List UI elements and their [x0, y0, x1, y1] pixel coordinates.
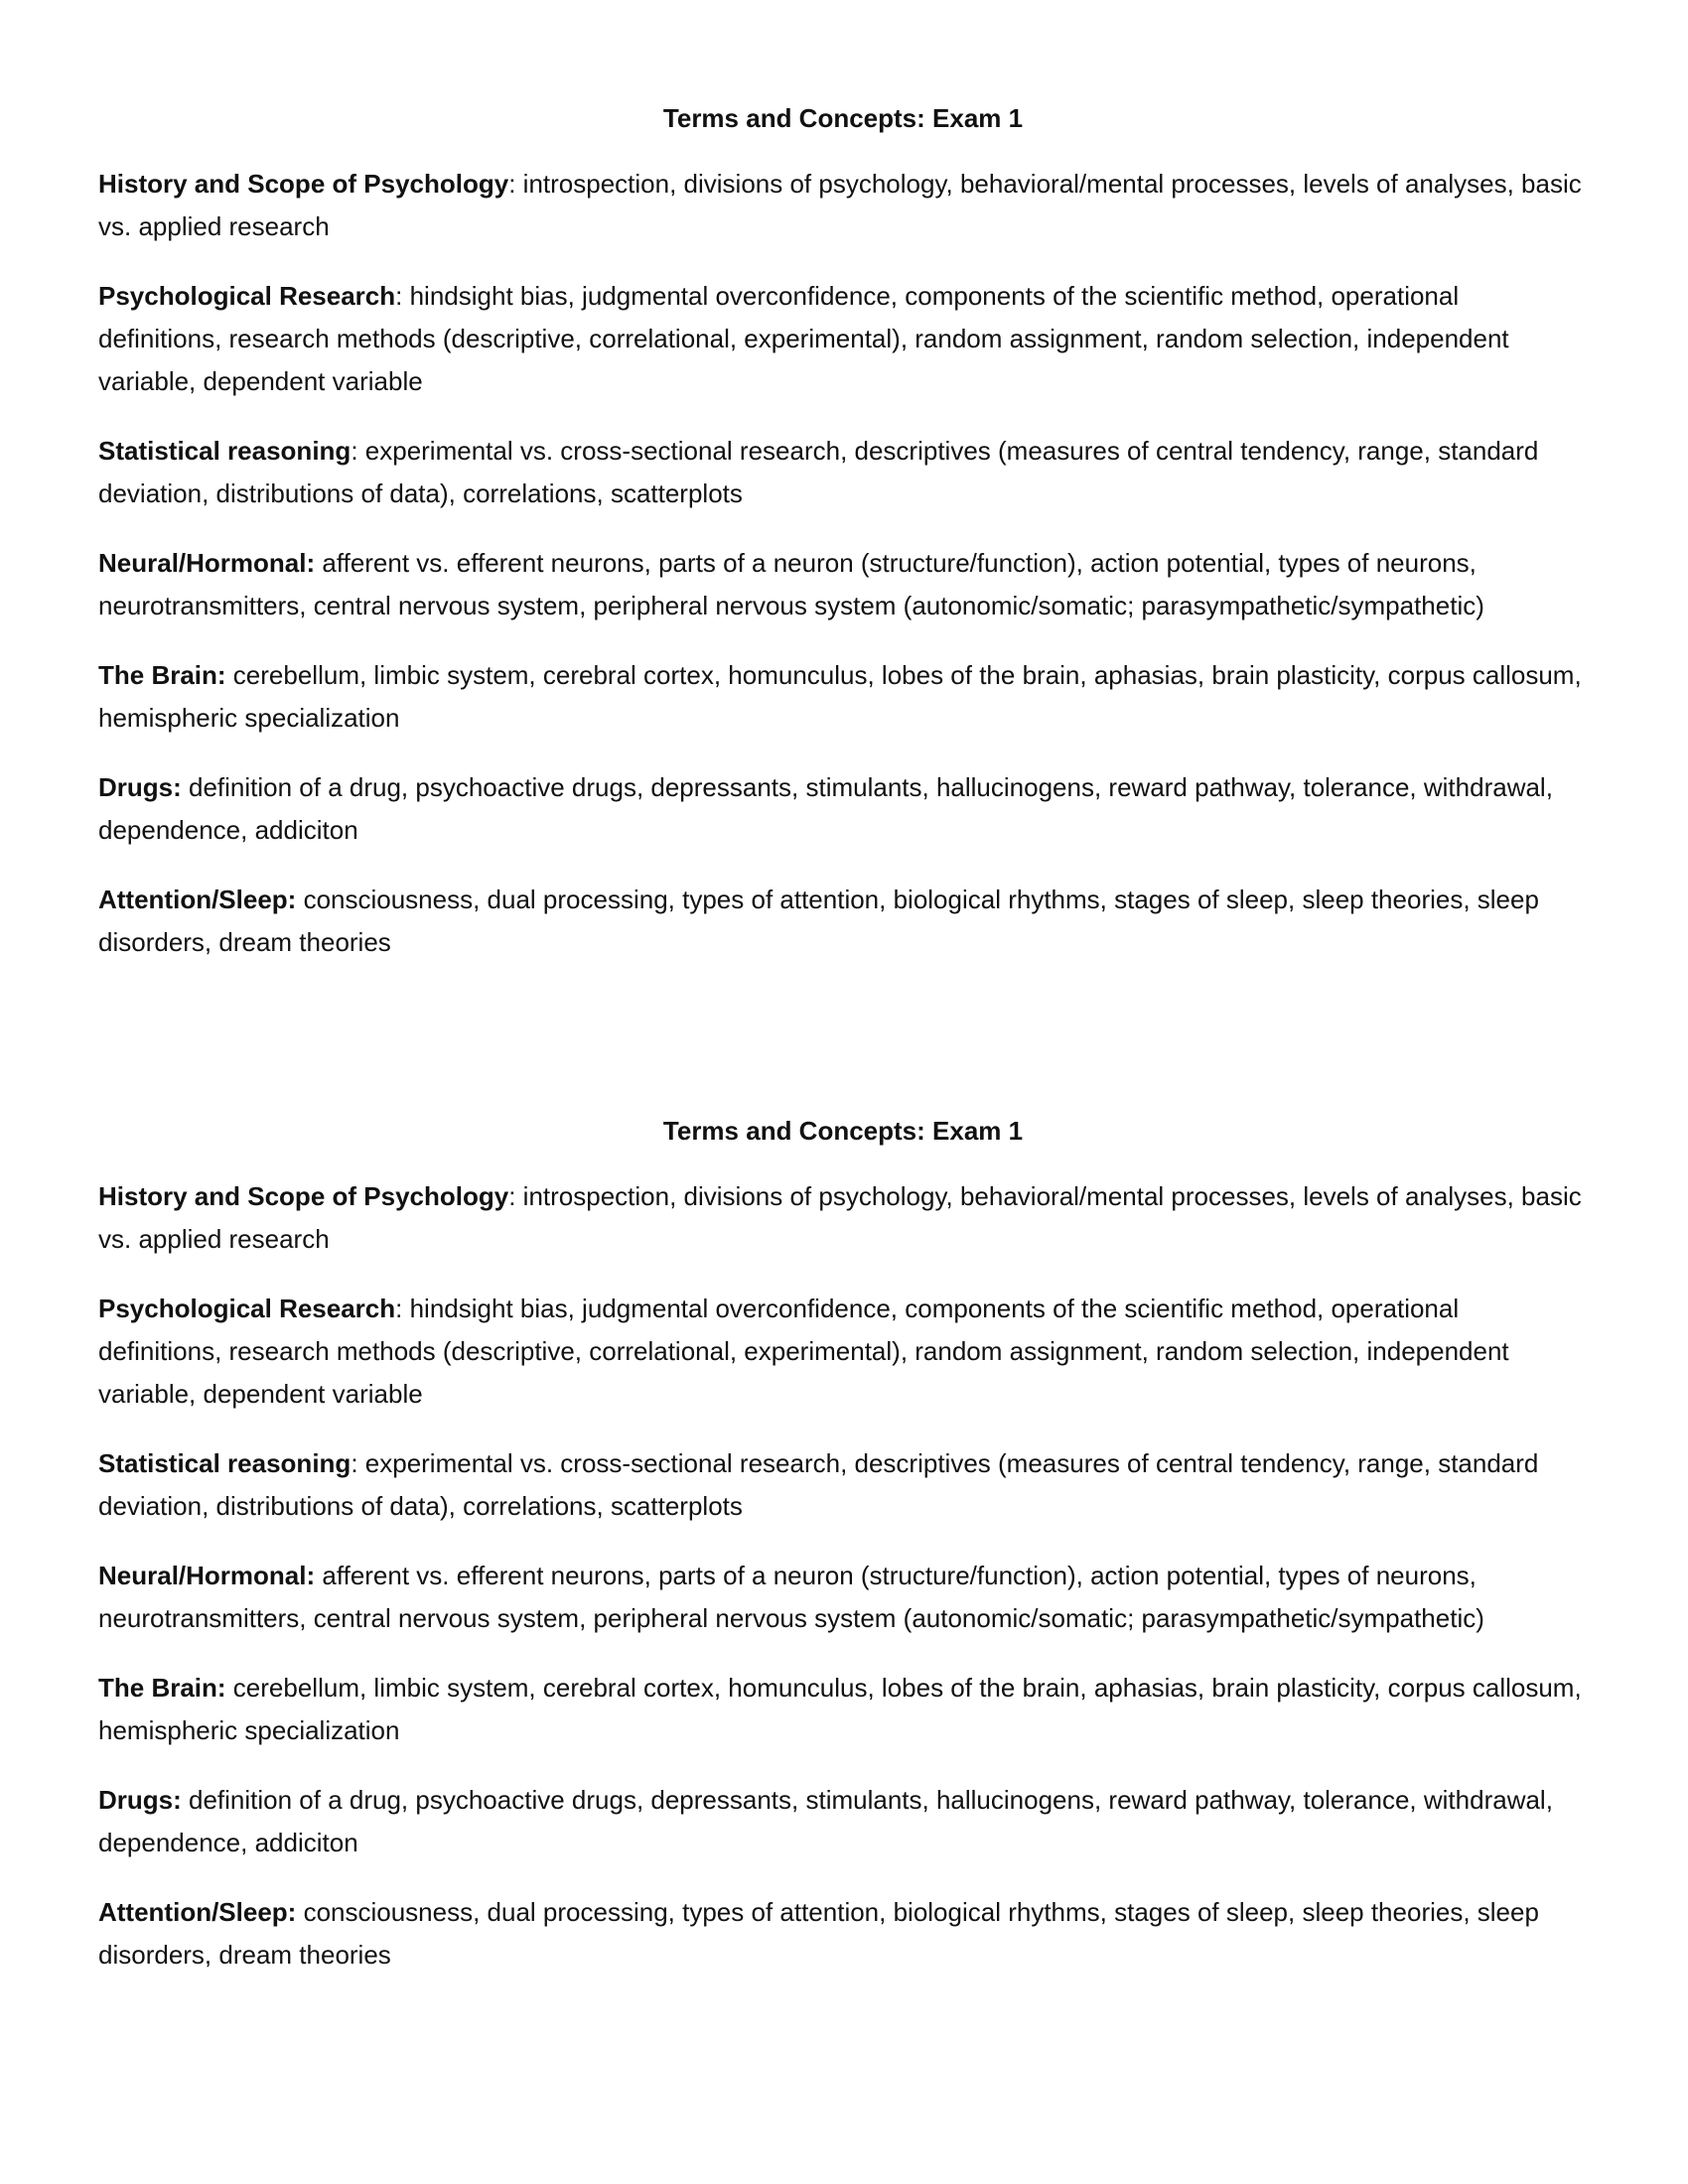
entry-attention-sleep [98, 879, 1588, 964]
entry-separator: : [395, 1294, 403, 1323]
entry-term: The Brain: [98, 660, 226, 690]
section-title: Terms and Concepts: Exam 1 [662, 103, 1024, 133]
entry-term: Neural/Hormonal: [98, 548, 316, 578]
entry-separator: : [351, 1448, 358, 1478]
entry-term: History and Scope of Psychology [98, 1181, 509, 1211]
entry-the-brain [98, 654, 1588, 740]
entry-description: cerebellum, limbic system, cerebral cortex, homunculus, lobes of the brain, aphasias, brain plasticity, corpus callosum, hemispheric specialization [98, 1673, 1582, 1745]
entry-term: Drugs: [98, 772, 182, 802]
section-title: Terms and Concepts: Exam 1 [662, 1116, 1024, 1146]
entry-separator: : [351, 436, 358, 466]
entry-description: hindsight bias, judgmental overconfidence, components of the scientific method, operational definitions, research methods (descriptive, correlational, experimental), random assignment, random selection, independent variable, dependent variable [98, 1294, 1509, 1409]
entry-term: The Brain: [98, 1673, 226, 1703]
entry-separator: : [395, 281, 403, 311]
entry-description: experimental vs. cross-sectional research, descriptives (measures of central tendency, range, standard deviation, distributions of data), correlations, scatterplots [98, 1448, 1539, 1521]
entry-description: experimental vs. cross-sectional research, descriptives (measures of central tendency, range, standard deviation, distributions of data), correlations, scatterplots [98, 436, 1539, 508]
entry-term: Statistical reasoning [98, 436, 352, 466]
entry-history-scope [98, 163, 1588, 248]
entry-term: History and Scope of Psychology [98, 169, 509, 199]
entry-description: hindsight bias, judgmental overconfidence, components of the scientific method, operational definitions, research methods (descriptive, correlational, experimental), random assignment, random selection, independent variable, dependent variable [98, 281, 1509, 396]
entry-attention-sleep [98, 1891, 1588, 1977]
entry-term: Attention/Sleep: [98, 1897, 297, 1927]
entry-psychological-research [98, 1288, 1588, 1416]
entry-term: Psychological Research [98, 1294, 396, 1323]
terms-section-1 [98, 97, 1608, 991]
entry-separator: : [508, 1181, 516, 1211]
entry-statistical-reasoning [98, 1442, 1588, 1528]
entry-description: introspection, divisions of psychology, behavioral/mental processes, levels of analyses, basic vs. applied research [98, 1181, 1582, 1254]
entry-description: cerebellum, limbic system, cerebral cortex, homunculus, lobes of the brain, aphasias, brain plasticity, corpus callosum, hemispheric specialization [98, 660, 1582, 733]
entry-history-scope [98, 1175, 1588, 1261]
entry-description: introspection, divisions of psychology, behavioral/mental processes, levels of analyses, basic vs. applied research [98, 169, 1582, 241]
entry-term: Statistical reasoning [98, 1448, 352, 1478]
entry-drugs [98, 766, 1588, 852]
entry-drugs [98, 1779, 1588, 1864]
terms-section-2 [98, 1110, 1608, 2003]
entry-neural-hormonal [98, 542, 1588, 627]
entry-term: Attention/Sleep: [98, 885, 297, 914]
entry-the-brain [98, 1667, 1588, 1752]
entry-term: Psychological Research [98, 281, 396, 311]
entry-statistical-reasoning [98, 430, 1588, 515]
entry-psychological-research [98, 275, 1588, 403]
entry-description: afferent vs. efferent neurons, parts of a neuron (structure/function), action potential, types of neurons, neurotransmitters, central nervous system, peripheral nervous system (autonomic/somatic; parasympathetic/sympathetic) [98, 1561, 1484, 1633]
entry-description: consciousness, dual processing, types of attention, biological rhythms, stages of sleep, sleep theories, sleep disorders, dream theories [98, 1897, 1539, 1970]
entry-neural-hormonal [98, 1555, 1588, 1640]
entry-term: Drugs: [98, 1785, 182, 1815]
entry-description: consciousness, dual processing, types of attention, biological rhythms, stages of sleep, sleep theories, sleep disorders, dream theories [98, 885, 1539, 957]
entry-term: Neural/Hormonal: [98, 1561, 316, 1590]
entry-separator: : [508, 169, 516, 199]
entry-description: definition of a drug, psychoactive drugs, depressants, stimulants, hallucinogens, reward pathway, tolerance, withdrawal, dependence, addiciton [98, 1785, 1553, 1857]
entry-description: afferent vs. efferent neurons, parts of a neuron (structure/function), action potential, types of neurons, neurotransmitters, central nervous system, peripheral nervous system (autonomic/somatic; parasympathetic/sympathetic) [98, 548, 1484, 620]
entry-description: definition of a drug, psychoactive drugs, depressants, stimulants, hallucinogens, reward pathway, tolerance, withdrawal, dependence, addiciton [98, 772, 1553, 845]
